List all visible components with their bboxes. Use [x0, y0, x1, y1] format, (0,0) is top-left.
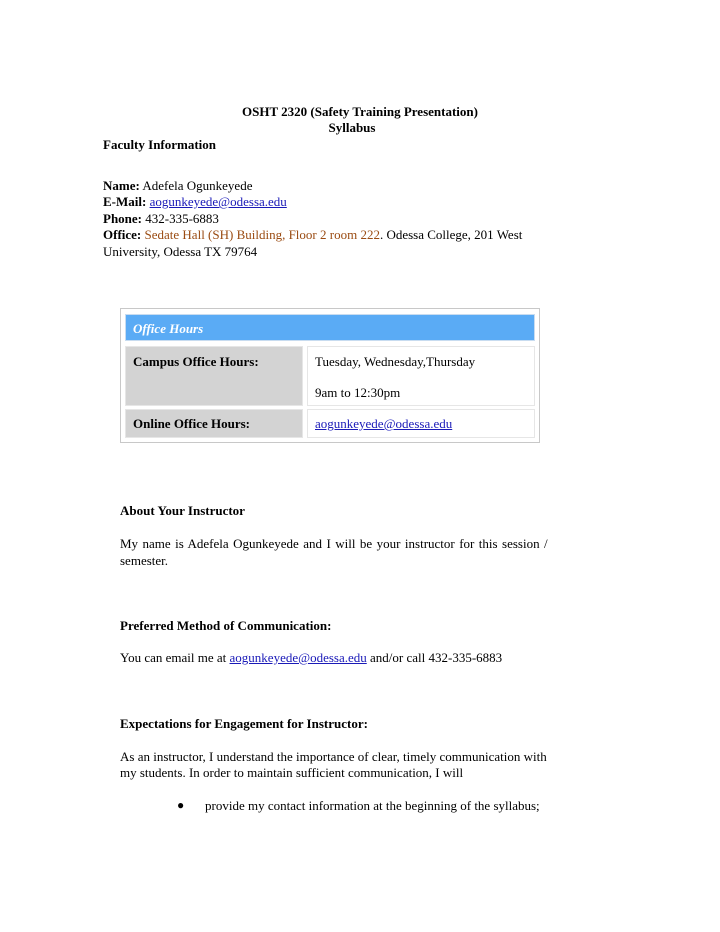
about-heading: About Your Instructor — [120, 503, 245, 518]
communication-text — [120, 649, 502, 666]
name-line — [103, 177, 252, 194]
online-hours-email-link[interactable]: aogunkeyede@odessa.edu — [315, 416, 453, 431]
phone-label: Phone: — [103, 211, 142, 226]
communication-text-before: You can email me at — [120, 650, 230, 665]
about-text-line1: My name is Adefela Ogunkeyede and I will be your instructor for this session / — [120, 536, 548, 551]
communication-email-link[interactable]: aogunkeyede@odessa.edu — [229, 650, 367, 665]
office-hours-header — [125, 314, 535, 341]
email-label: E-Mail: — [103, 194, 147, 209]
expectations-text-line2: my students. In order to maintain sufficient communication, I will — [120, 765, 464, 780]
section-heading-faculty: Faculty Information — [103, 137, 217, 152]
campus-hours-time: 9am to 12:30pm — [315, 385, 401, 400]
campus-hours-label-cell — [125, 346, 303, 406]
office-line — [103, 226, 522, 243]
phone-line — [103, 210, 219, 227]
campus-hours-value-cell — [307, 346, 535, 406]
bullet-icon: ● — [177, 798, 185, 812]
document-subtitle: Syllabus — [328, 120, 376, 135]
office-hours-heading: Office Hours — [133, 321, 204, 336]
list-item: provide my contact information at the beginning of the syllabus; — [205, 798, 540, 813]
name-label: Name: — [103, 178, 140, 193]
online-hours-label-cell — [125, 409, 303, 438]
email-link[interactable]: aogunkeyede@odessa.edu — [149, 194, 287, 209]
office-location: Sedate Hall (SH) Building, Floor 2 room 222 — [144, 227, 380, 242]
online-hours-value-cell — [307, 409, 535, 438]
online-hours-label: Online Office Hours: — [133, 416, 250, 431]
expectations-text-line1: As an instructor, I understand the importance of clear, timely communication with — [120, 749, 547, 764]
instructor-name: Adefela Ogunkeyede — [142, 178, 253, 193]
office-label: Office: — [103, 227, 142, 242]
office-hours-table — [120, 308, 540, 443]
campus-hours-days: Tuesday, Wednesday,Thursday — [315, 354, 476, 369]
expectations-heading: Expectations for Engagement for Instructor: — [120, 716, 368, 731]
document-title: OSHT 2320 (Safety Training Presentation) — [242, 104, 478, 119]
communication-text-after: and/or call 432-335-6883 — [366, 650, 503, 665]
office-address-line1: . Odessa College, 201 West — [379, 227, 523, 242]
phone-number: 432-335-6883 — [145, 211, 219, 226]
campus-hours-label: Campus Office Hours: — [133, 354, 259, 369]
email-line — [103, 193, 287, 210]
office-address-line2: University, Odessa TX 79764 — [103, 244, 258, 259]
about-text-line2: semester. — [120, 553, 169, 568]
communication-heading: Preferred Method of Communication: — [120, 618, 332, 633]
